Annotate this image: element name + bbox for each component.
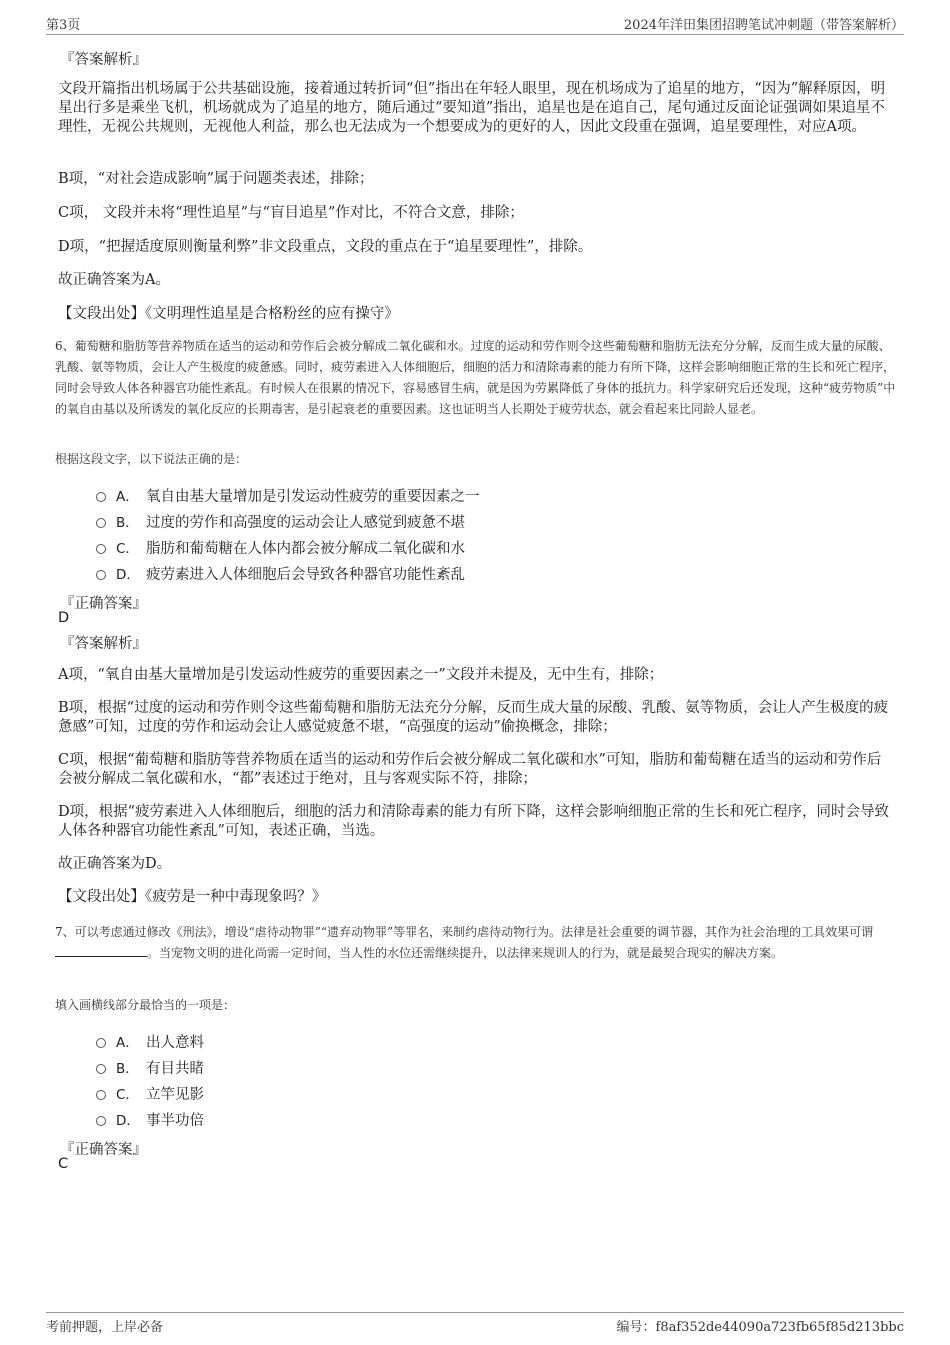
- q5-source: 【文段出处】《文明理性追星是合格粉丝的应有操守》: [58, 306, 399, 322]
- page-header: [46, 14, 904, 35]
- option-text: 出人意料: [146, 1034, 204, 1051]
- radio-icon[interactable]: [96, 1038, 106, 1048]
- option-text: 疲劳素进入人体细胞后会导致各种器官功能性紊乱: [146, 566, 465, 583]
- q6-source: 【文段出处】《疲劳是一种中毒现象吗？》: [58, 889, 327, 905]
- q5-conclusion: 故正确答案为A。: [58, 272, 170, 288]
- q7-correct-answer: C: [58, 1156, 69, 1172]
- q7-stem: [55, 922, 900, 964]
- option-text: 立竿见影: [146, 1086, 204, 1103]
- q7-prompt: 填入画横线部分最恰当的一项是：: [55, 998, 236, 1012]
- option-text: 氧自由基大量增加是引发运动性疲劳的重要因素之一: [146, 488, 480, 505]
- document-title: 2024年洋田集团招聘笔试冲刺题（带答案解析）: [623, 18, 904, 33]
- q6-option-c[interactable]: [96, 536, 465, 558]
- q5-analysis-c: C项， 文段并未将“理性追星”与“盲目追星”作对比，不符合文意，排除；: [58, 205, 524, 221]
- option-text: 有目共睹: [146, 1060, 204, 1077]
- option-letter: A．: [116, 1035, 139, 1051]
- fill-blank-line: [55, 946, 147, 957]
- q6-option-b[interactable]: [96, 510, 465, 532]
- q6-option-a[interactable]: [96, 484, 480, 506]
- radio-icon[interactable]: [96, 492, 106, 502]
- q5-analysis-b: B项，“对社会造成影响”属于问题类表述，排除；: [58, 171, 374, 187]
- option-letter: B．: [116, 1061, 139, 1077]
- radio-icon[interactable]: [96, 1064, 106, 1074]
- q7-stem-before: 7、可以考虑通过修改《刑法》，增设“虐待动物罪”“遗弃动物罪”等罪名，来制约虐待动物行为。法律是社会重要的调节器，其作为社会治理的工具效果可谓: [55, 925, 874, 939]
- option-text: 脂肪和葡萄糖在人体内都会被分解成二氧化碳和水: [146, 540, 465, 557]
- q6-option-d[interactable]: [96, 562, 465, 584]
- option-letter: A．: [116, 489, 139, 505]
- q6-analysis-a: A项，“氧自由基大量增加是引发运动性疲劳的重要因素之一”文段并未提及，无中生有，排除；: [58, 667, 664, 683]
- q7-option-c[interactable]: [96, 1082, 204, 1104]
- q5-analysis-d: D项，“把握适度原则衡量利弊”非文段重点，文段的重点在于“追星要理性”，排除。: [58, 239, 593, 255]
- option-letter: B．: [116, 515, 139, 531]
- q6-prompt: 根据这段文字，以下说法正确的是：: [55, 452, 248, 466]
- page-number: 第3页: [46, 18, 81, 33]
- q6-analysis-c: C项，根据“葡萄糖和脂肪等营养物质在适当的运动和劳作后会被分解成二氧化碳和水”可知，脂肪和葡萄糖在适当的运动和劳作后会被分解成二氧化碳和水，“都”表述过于绝对，且与客观实际不符，排除；: [58, 752, 882, 787]
- q7-stem-after: 。当宠物文明的进化尚需一定时间，当人性的水位还需继续提升，以法律来规训人的行为，就是最契合现实的解决方案。: [147, 946, 784, 960]
- q5-analysis-main: 文段开篇指出机场属于公共基础设施，接着通过转折词“但”指出在年轻人眼里，现在机场成为了追星的地方，“因为”解释原因，明星出行多是乘坐飞机，机场就成为了追星的地方，随后通过“要知道”指出，追星也是在追自己，尾句通过反面论证强调如果追星不理性，无视公共规则，无视他人利益，那么也无法成为一个想要成为的更好的人，因此文段重在强调，追星要理性，对应A项。: [58, 81, 886, 135]
- q6-conclusion: 故正确答案为D。: [58, 856, 172, 872]
- q7-correct-label: 『正确答案』: [60, 1142, 147, 1158]
- radio-icon[interactable]: [96, 544, 106, 554]
- q6-correct-label: 『正确答案』: [60, 596, 147, 612]
- radio-icon[interactable]: [96, 1116, 106, 1126]
- option-letter: D．: [116, 1113, 140, 1129]
- q7-option-b[interactable]: [96, 1056, 204, 1078]
- q6-analysis-d: D项，根据“疲劳素进入人体细胞后，细胞的活力和清除毒素的能力有所下降，这样会影响细胞正常的生长和死亡程序，同时会导致人体各种器官功能性紊乱”可知，表述正确，当选。: [58, 804, 890, 839]
- radio-icon[interactable]: [96, 570, 106, 580]
- q5-analysis-label: 『答案解析』: [60, 52, 147, 68]
- q7-option-d[interactable]: [96, 1108, 204, 1130]
- option-text: 事半功倍: [146, 1112, 204, 1129]
- radio-icon[interactable]: [96, 1090, 106, 1100]
- q6-analysis-b: B项，根据“过度的运动和劳作则令这些葡萄糖和脂肪无法充分分解，反而生成大量的尿酸、乳酸、氨等物质，会让人产生极度的疲惫感”可知，过度的劳作和运动会让人感觉疲惫不堪，“高强度的运动”偷换概念，排除；: [58, 700, 889, 735]
- footer-serial: 编号：f8af352de44090a723fb65f85d213bbc: [616, 1320, 904, 1335]
- option-letter: C．: [116, 541, 139, 557]
- page-footer: [46, 1312, 904, 1335]
- footer-slogan: 考前押题，上岸必备: [46, 1320, 164, 1335]
- q7-option-a[interactable]: [96, 1030, 204, 1052]
- q6-analysis-label: 『答案解析』: [60, 636, 147, 652]
- option-letter: D．: [116, 567, 140, 583]
- option-text: 过度的劳作和高强度的运动会让人感觉到疲惫不堪: [146, 514, 465, 531]
- option-letter: C．: [116, 1087, 139, 1103]
- q6-stem: 6、葡萄糖和脂肪等营养物质在适当的运动和劳作后会被分解成二氧化碳和水。过度的运动和劳作则令这些葡萄糖和脂肪无法充分分解，反而生成大量的尿酸、乳酸、氨等物质，会让人产生极度的疲惫感。同时，疲劳素进入人体细胞后，细胞的活力和清除毒素的能力有所下降，这样会影响细胞正常的生长和死亡程序，同时会导致人体各种器官功能性紊乱。有时候人在很累的情况下，容易感冒生病，就是因为劳累降低了身体的抵抗力。科学家研究后还发现，这种“疲劳物质”中的氧自由基以及所诱发的氧化反应的长期毒害，是引起衰老的重要因素。这也证明当人长期处于疲劳状态，就会看起来比同龄人显老。: [55, 339, 896, 416]
- q6-correct-answer: D: [58, 610, 70, 626]
- radio-icon[interactable]: [96, 518, 106, 528]
